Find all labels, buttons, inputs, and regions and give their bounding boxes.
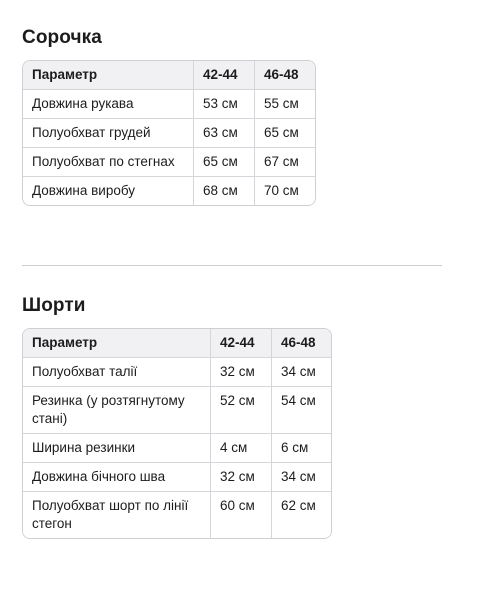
table-row	[23, 119, 315, 148]
header-size-42-44: 42-44	[194, 61, 255, 90]
row-value-42-44: 68 см	[194, 177, 255, 205]
table-row	[23, 463, 331, 492]
shirt-section-title: Сорочка	[22, 27, 102, 48]
row-value-46-48: 70 см	[255, 177, 315, 205]
row-parameter: Довжина бічного шва	[23, 463, 211, 492]
row-value-46-48: 65 см	[255, 119, 315, 148]
section-divider	[22, 265, 442, 266]
row-parameter: Полуобхват шорт по лінії стегон	[23, 492, 211, 538]
table-row	[23, 177, 315, 205]
shirt-size-table	[22, 60, 316, 206]
row-parameter: Ширина резинки	[23, 434, 211, 463]
table-header-row	[23, 61, 315, 90]
table-row	[23, 387, 331, 434]
row-value-42-44: 32 см	[211, 358, 272, 387]
row-value-46-48: 54 см	[272, 387, 331, 434]
header-size-46-48: 46-48	[272, 329, 331, 358]
row-value-42-44: 65 см	[194, 148, 255, 177]
header-size-46-48: 46-48	[255, 61, 315, 90]
row-value-46-48: 34 см	[272, 463, 331, 492]
table-row	[23, 358, 331, 387]
table-row	[23, 90, 315, 119]
shorts-section-title: Шорти	[22, 295, 86, 316]
row-value-42-44: 53 см	[194, 90, 255, 119]
row-value-46-48: 55 см	[255, 90, 315, 119]
row-value-42-44: 60 см	[211, 492, 272, 538]
header-parameter: Параметр	[23, 61, 194, 90]
row-value-42-44: 4 см	[211, 434, 272, 463]
row-parameter: Полуобхват талії	[23, 358, 211, 387]
header-size-42-44: 42-44	[211, 329, 272, 358]
row-parameter: Полуобхват грудей	[23, 119, 194, 148]
row-value-46-48: 67 см	[255, 148, 315, 177]
row-value-46-48: 6 см	[272, 434, 331, 463]
row-value-46-48: 34 см	[272, 358, 331, 387]
row-parameter: Резинка (у розтягнутому стані)	[23, 387, 211, 434]
table-row	[23, 148, 315, 177]
row-value-42-44: 63 см	[194, 119, 255, 148]
row-value-42-44: 52 см	[211, 387, 272, 434]
row-value-46-48: 62 см	[272, 492, 331, 538]
row-parameter: Довжина виробу	[23, 177, 194, 205]
row-parameter: Полуобхват по стегнах	[23, 148, 194, 177]
row-parameter: Довжина рукава	[23, 90, 194, 119]
table-row	[23, 492, 331, 538]
table-header-row	[23, 329, 331, 358]
row-value-42-44: 32 см	[211, 463, 272, 492]
shorts-size-table	[22, 328, 332, 539]
table-row	[23, 434, 331, 463]
header-parameter: Параметр	[23, 329, 211, 358]
